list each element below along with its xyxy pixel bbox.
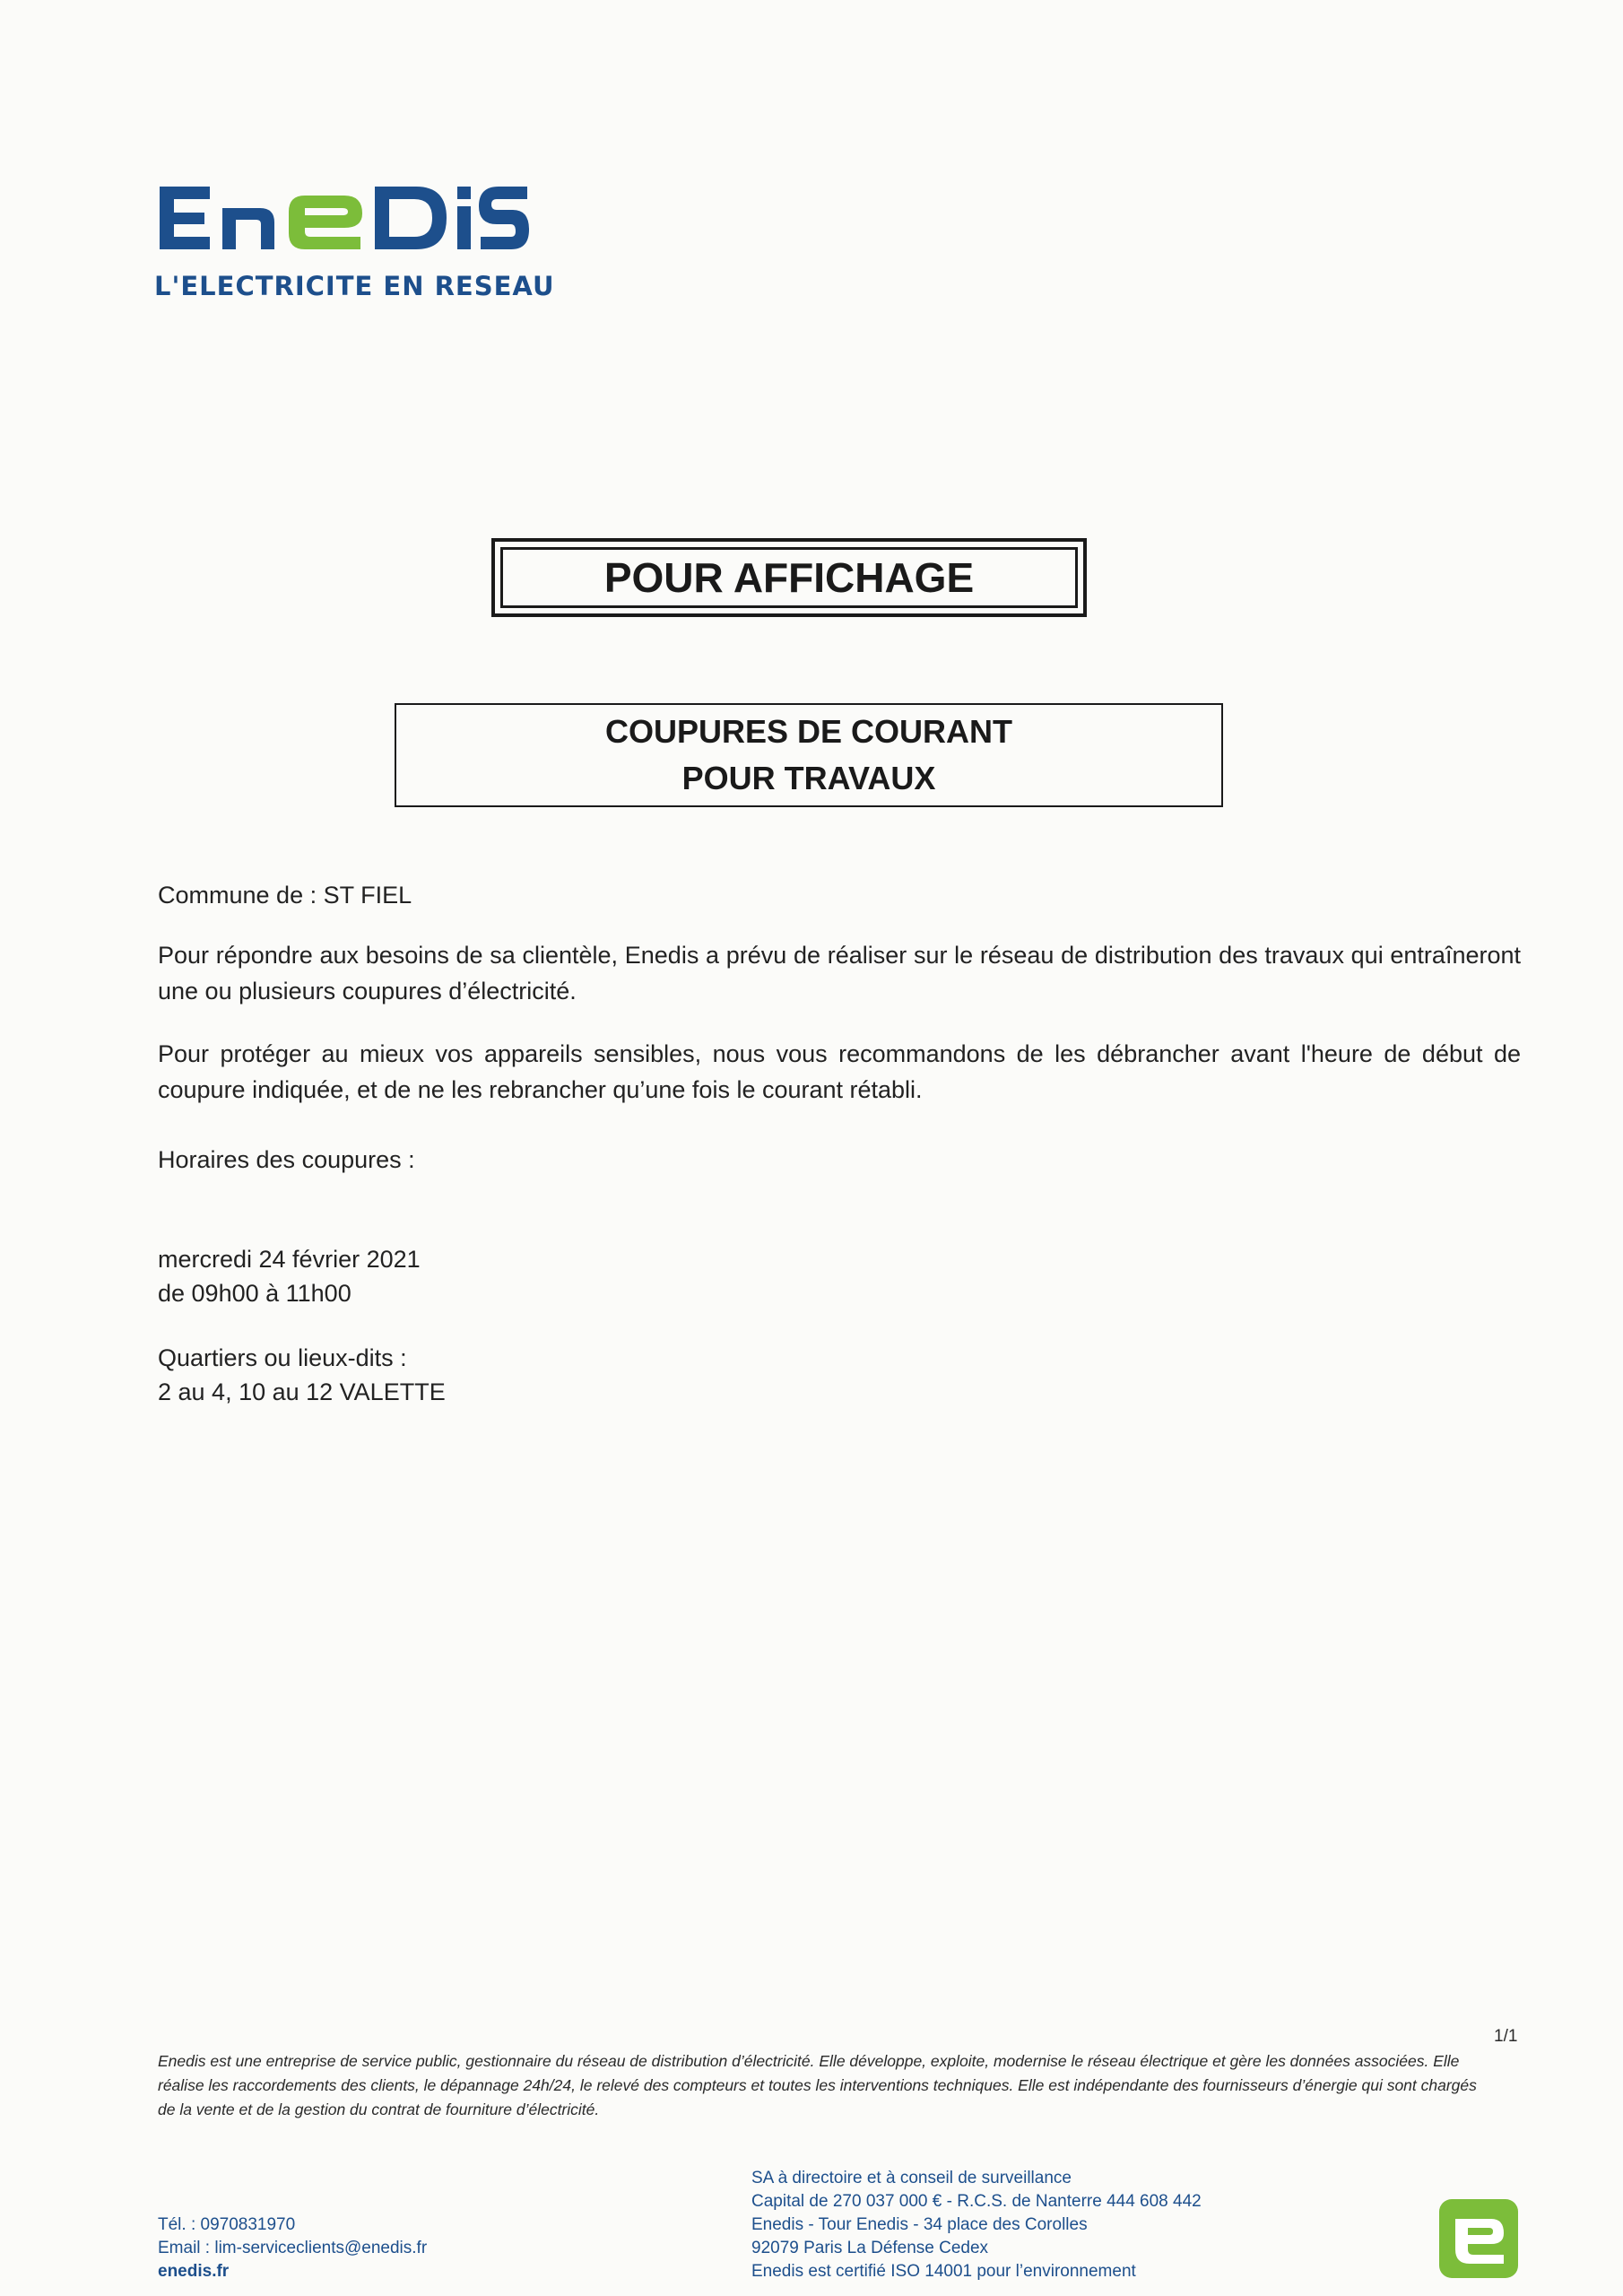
company-line-5: Enedis est certifié ISO 14001 pour l’environnement [751, 2262, 1136, 2281]
company-line-3: Enedis - Tour Enedis - 34 place des Corolles [751, 2215, 1088, 2234]
footer-contact [158, 2213, 427, 2283]
notice-title-line1: COUPURES DE COURANT [604, 713, 1013, 750]
footer-disclaimer: Enedis est une entreprise de service public, gestionnaire du réseau de distribution d’électricité. Elle développe, exploite, modernise le réseau électrique et gère les données associées. Elle réalise les raccordements des clients, le dépannage 24h/24, le relevé des compteurs et toutes les interventions techniques. Elle est indépendante des fournisseurs d’énergie qui sont chargés de la vente et de la gestion du contrat de fourniture d’électricité. [158, 2052, 1477, 2118]
company-line-4: 92079 Paris La Défense Cedex [751, 2239, 989, 2257]
schedule-heading: Horaires des coupures : [158, 1146, 415, 1173]
enedis-logo [154, 178, 531, 258]
enedis-e-icon [1439, 2199, 1518, 2278]
notice-title-line2: POUR TRAVAUX [681, 760, 936, 796]
footer-email: Email : lim-serviceclients@enedis.fr [158, 2239, 428, 2257]
enedis-wordmark-icon [154, 178, 531, 258]
logo-tagline: L'ELECTRICITE EN RESEAU [154, 271, 555, 301]
notice-title-box [395, 703, 1223, 807]
areas-list: 2 au 4, 10 au 12 VALETTE [158, 1378, 446, 1405]
footer-website: enedis.fr [158, 2262, 230, 2281]
paragraph-intro: Pour répondre aux besoins de sa clientèle, Enedis a prévu de réaliser sur le réseau de distribution des travaux qui entraîneront une ou plusieurs coupures d’électricité. [158, 942, 1521, 1004]
pour-affichage-label: POUR AFFICHAGE [500, 547, 1078, 608]
areas-heading: Quartiers ou lieux-dits : [158, 1344, 407, 1371]
pour-affichage-box [491, 538, 1087, 617]
page-number: 1/1 [1494, 2027, 1518, 2046]
company-line-2: Capital de 270 037 000 € - R.C.S. de Nanterre 444 608 442 [751, 2192, 1202, 2211]
company-line-1: SA à directoire et à conseil de surveillance [751, 2169, 1072, 2187]
footer-phone: Tél. : 0970831970 [158, 2215, 296, 2234]
footer-company-info [751, 2167, 1202, 2283]
outage-time: de 09h00 à 11h00 [158, 1280, 352, 1307]
outage-date: mercredi 24 février 2021 [158, 1246, 421, 1273]
paragraph-advice: Pour protéger au mieux vos appareils sensibles, nous vous recommandons de les débrancher avant l'heure de début de coupure indiquée, et de ne les rebrancher qu’une fois le courant rétabli. [158, 1040, 1521, 1103]
commune-line: Commune de : ST FIEL [158, 882, 412, 909]
